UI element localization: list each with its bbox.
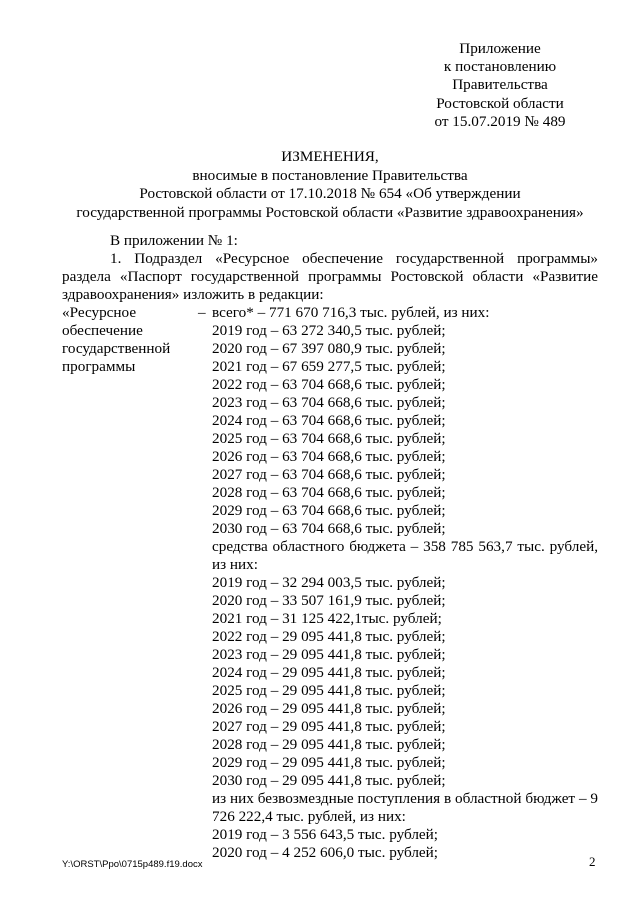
total-year-line: 2024 год – 63 704 668,6 тыс. рублей; [212, 412, 446, 429]
appendix-header [400, 40, 600, 131]
total-year-line: 2020 год – 67 397 080,9 тыс. рублей; [212, 340, 446, 357]
regional-year-line: 2026 год – 29 095 441,8 тыс. рублей; [212, 700, 446, 717]
resource-label-line: государственной [62, 340, 171, 357]
appendix-line: Ростовской области [436, 94, 564, 112]
total-year-line: 2019 год – 63 272 340,5 тыс. рублей; [212, 322, 446, 339]
total-year-line: 2030 год – 63 704 668,6 тыс. рублей; [212, 520, 446, 537]
grants-year-line: 2020 год – 4 252 606,0 тыс. рублей; [212, 844, 439, 861]
total-year-line: 2026 год – 63 704 668,6 тыс. рублей; [212, 448, 446, 465]
regional-year-line: 2027 год – 29 095 441,8 тыс. рублей; [212, 718, 446, 735]
resource-label [62, 304, 192, 376]
intro-line: В приложении № 1: [110, 232, 238, 249]
grants-year-line: 2019 год – 3 556 643,5 тыс. рублей; [212, 826, 439, 843]
resource-content [212, 304, 598, 862]
total-year-line: 2027 год – 63 704 668,6 тыс. рублей; [212, 466, 446, 483]
total-year-line: 2022 год – 63 704 668,6 тыс. рублей; [212, 376, 446, 393]
regional-year-line: 2021 год – 31 125 422,1тыс. рублей; [212, 610, 442, 627]
appendix-line: Правительства [452, 76, 548, 94]
heading-line: вносимые в постановление Правительства [192, 167, 468, 185]
regional-year-line: 2020 год – 33 507 161,9 тыс. рублей; [212, 592, 446, 609]
regional-year-line: 2030 год – 29 095 441,8 тыс. рублей; [212, 772, 446, 789]
appendix-line: к постановлению [443, 58, 557, 76]
resource-label-line: «Ресурсное [62, 304, 137, 321]
appendix-line: от 15.07.2019 № 489 [434, 112, 566, 130]
total-year-line: 2021 год – 67 659 277,5 тыс. рублей; [212, 358, 446, 375]
page-number: 2 [589, 854, 596, 869]
total-year-line: 2025 год – 63 704 668,6 тыс. рублей; [212, 430, 446, 447]
regional-year-line: 2022 год – 29 095 441,8 тыс. рублей; [212, 628, 446, 645]
heading-line: государственной программы Ростовской области «Развитие здравоохранения» [76, 203, 584, 221]
total-year-line: 2029 год – 63 704 668,6 тыс. рублей; [212, 502, 446, 519]
regional-year-line: 2025 год – 29 095 441,8 тыс. рублей; [212, 682, 446, 699]
regional-year-line: 2029 год – 29 095 441,8 тыс. рублей; [212, 754, 446, 771]
heading-line: Ростовской области от 17.10.2018 № 654 «Об утверждении [139, 185, 521, 203]
resource-provision-block [62, 304, 598, 862]
total-year-line: 2023 год – 63 704 668,6 тыс. рублей; [212, 394, 446, 411]
footer-file-path: Y:\ORST\Ppo\0715p489.f19.docx [62, 859, 203, 870]
document-body [62, 232, 598, 862]
regional-year-line: 2019 год – 32 294 003,5 тыс. рублей; [212, 574, 446, 591]
document-heading [62, 148, 598, 222]
resource-dash: – [198, 304, 206, 321]
regional-budget-line: средства областного бюджета – 358 785 563,7 тыс. рублей, из них: [212, 538, 598, 573]
regional-year-line: 2023 год – 29 095 441,8 тыс. рублей; [212, 646, 446, 663]
appendix-line: Приложение [459, 40, 541, 57]
regional-year-line: 2024 год – 29 095 441,8 тыс. рублей; [212, 664, 446, 681]
total-year-line: 2028 год – 63 704 668,6 тыс. рублей; [212, 484, 446, 501]
total-line: всего* – 771 670 716,3 тыс. рублей, из них: [212, 304, 490, 321]
regional-year-line: 2028 год – 29 095 441,8 тыс. рублей; [212, 736, 446, 753]
resource-label-line: программы [62, 358, 136, 375]
amendment-paragraph: 1. Подраздел «Ресурсное обеспечение государственной программы» раздела «Паспорт государственной программы Ростовской области «Развитие здравоохранения» изложить в редакции: [62, 250, 598, 303]
grants-line: из них безвозмездные поступления в областной бюджет – 9 726 222,4 тыс. рублей, из них: [212, 790, 598, 825]
resource-label-line: обеспечение [62, 322, 143, 339]
document-title: ИЗМЕНЕНИЯ, [281, 148, 379, 165]
